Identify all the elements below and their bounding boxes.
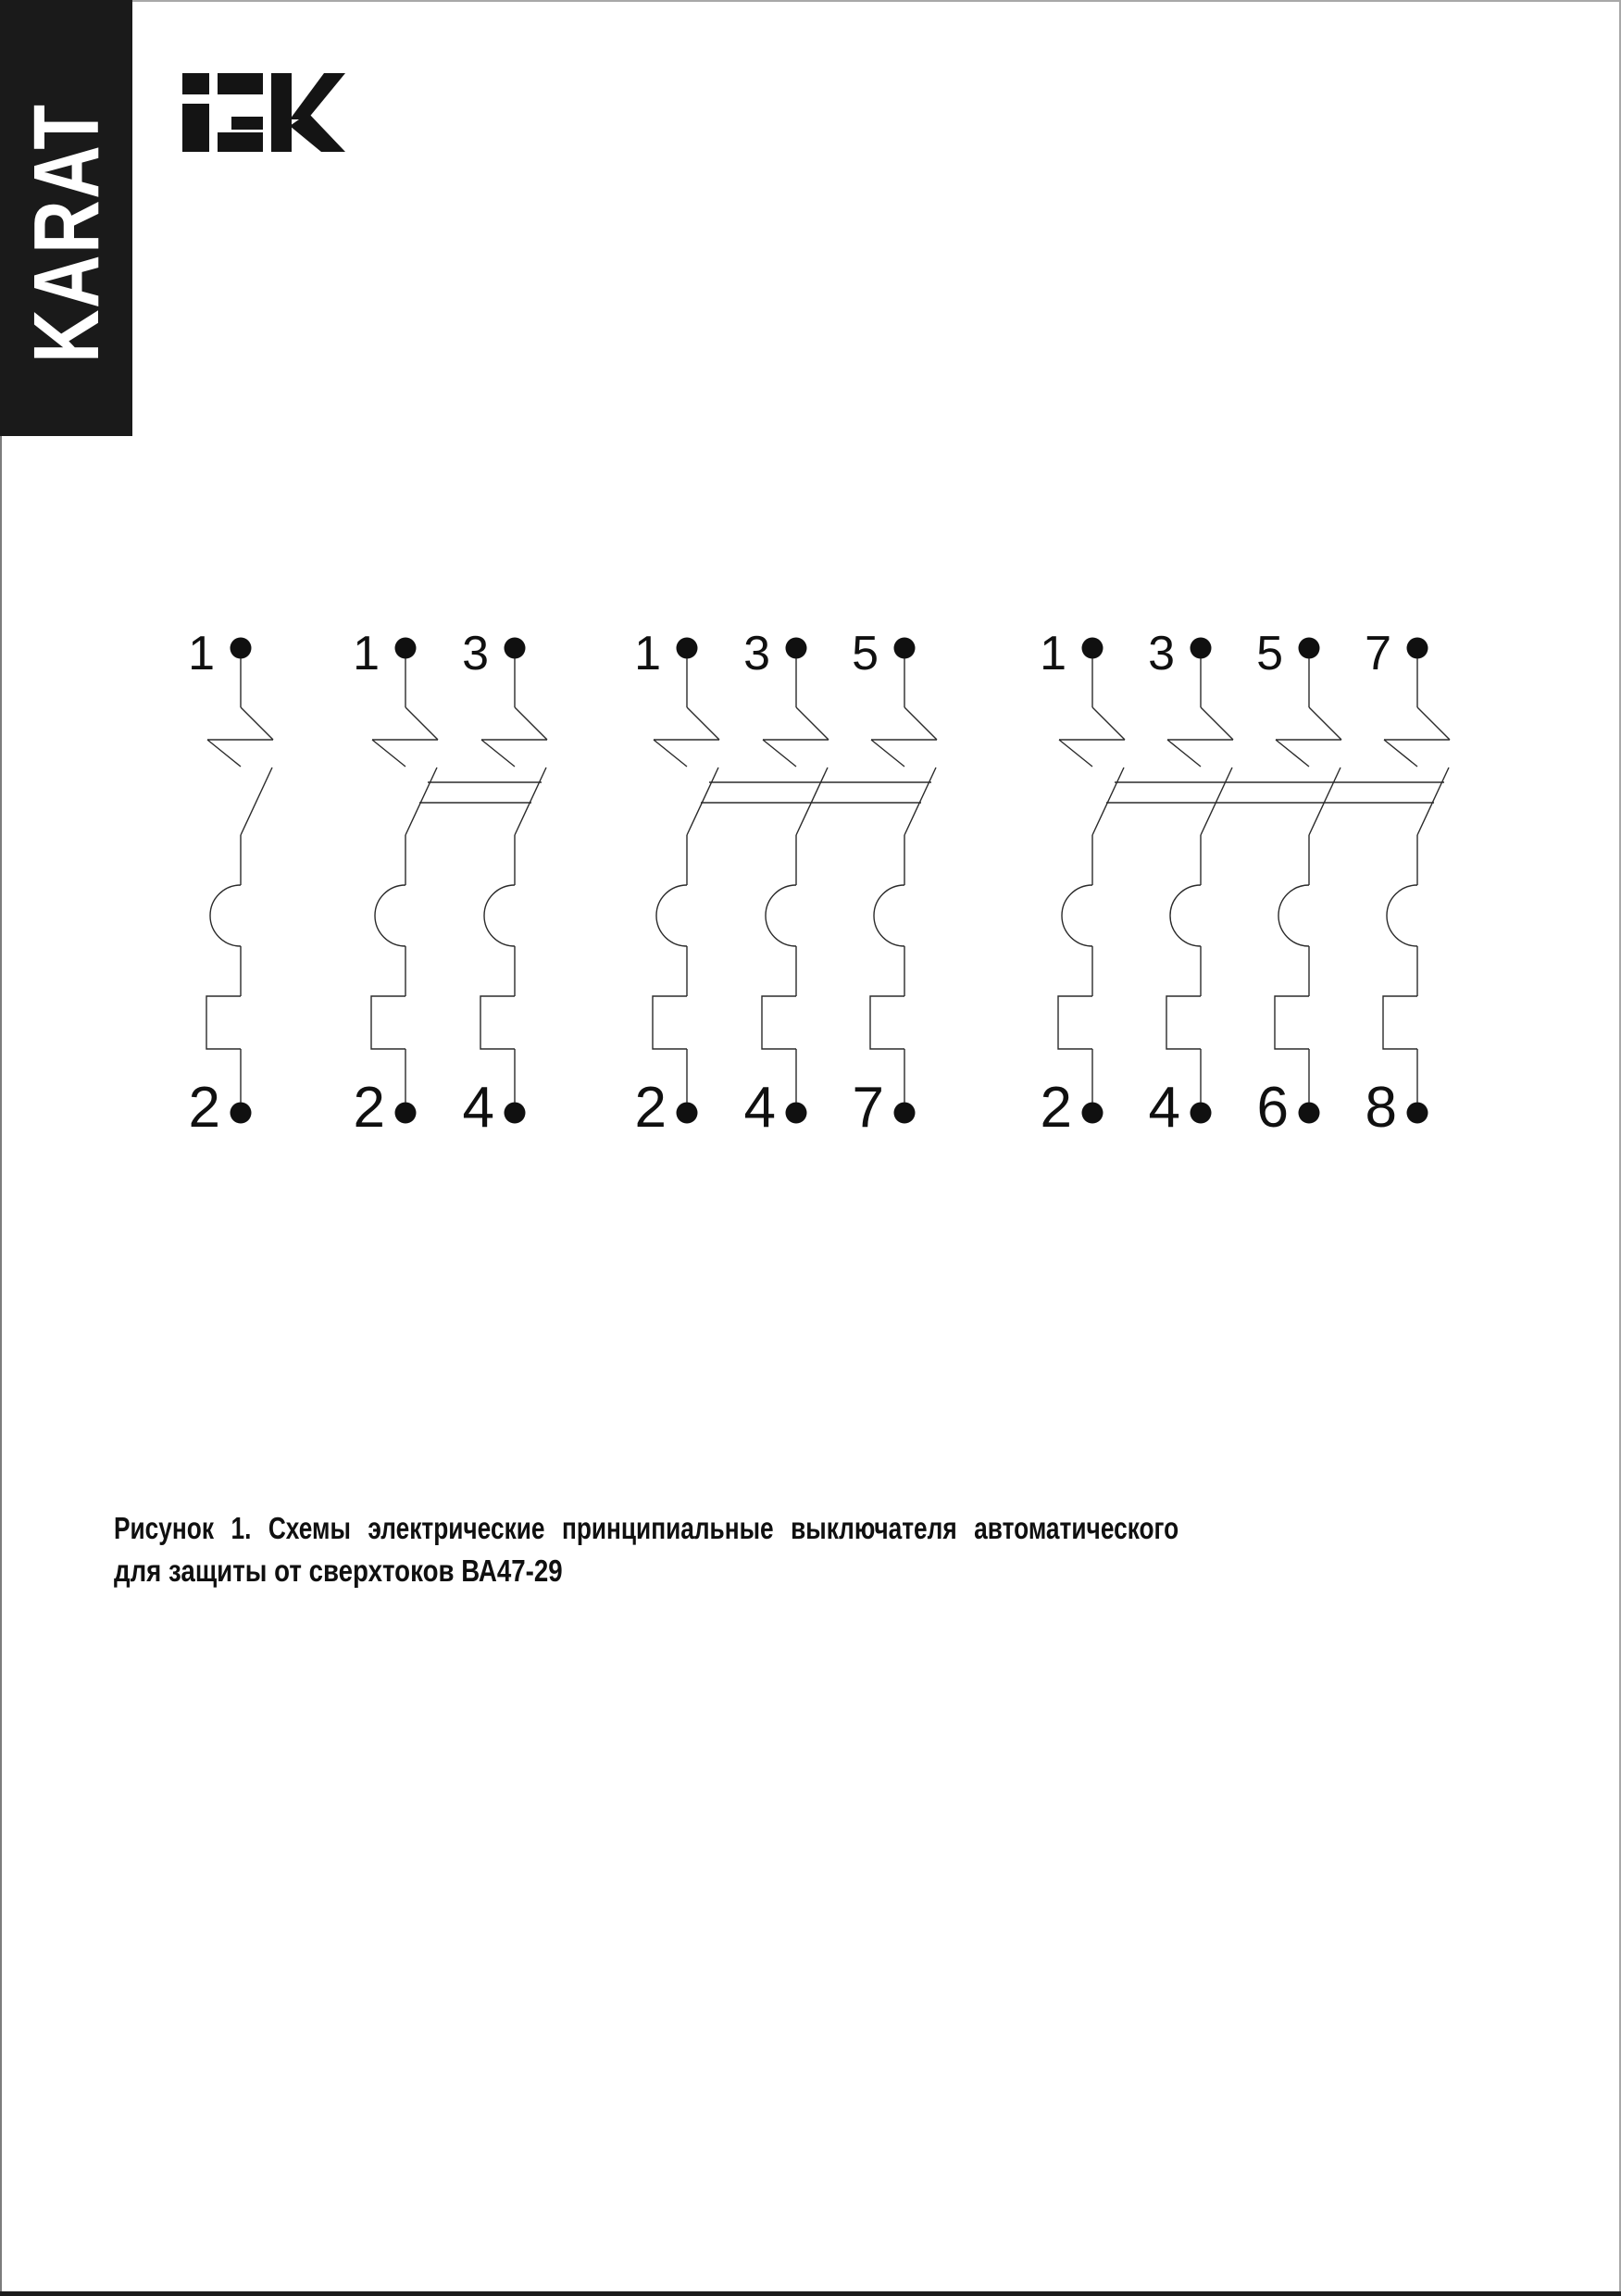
terminal-label-top: 1 bbox=[188, 627, 215, 680]
terminal-label-top: 1 bbox=[634, 627, 661, 680]
release-upper-diagonal bbox=[241, 707, 273, 740]
terminal-label-top: 5 bbox=[852, 627, 879, 680]
schematic-1-pole bbox=[188, 627, 273, 1140]
thermal-release-arc bbox=[656, 885, 687, 946]
release-lower-diagonal bbox=[871, 740, 904, 767]
contact-blade bbox=[1092, 767, 1124, 835]
pole-1-2 bbox=[634, 627, 719, 1140]
terminal-dot-bottom bbox=[231, 1103, 252, 1124]
release-lower-diagonal bbox=[1167, 740, 1201, 767]
trip-linkage bbox=[1106, 782, 1444, 803]
terminal-label-top: 3 bbox=[462, 627, 489, 680]
terminal-label-bottom: 4 bbox=[1148, 1076, 1180, 1140]
terminal-dot-bottom bbox=[1299, 1103, 1320, 1124]
terminal-label-bottom: 4 bbox=[462, 1076, 494, 1140]
release-upper-diagonal bbox=[1092, 707, 1125, 740]
terminal-dot-bottom bbox=[395, 1103, 417, 1124]
contact-blade bbox=[1201, 767, 1232, 835]
trip-linkage bbox=[419, 782, 542, 803]
banner-text: KARAT bbox=[15, 103, 118, 364]
magnetic-release-jog bbox=[206, 996, 241, 1049]
pole-7-8 bbox=[1365, 627, 1450, 1140]
pole-1-2 bbox=[1040, 627, 1125, 1140]
thermal-release-arc bbox=[1278, 885, 1309, 946]
contact-blade bbox=[1309, 767, 1340, 835]
release-upper-diagonal bbox=[405, 707, 438, 740]
terminal-label-bottom: 7 bbox=[852, 1076, 884, 1140]
contact-blade bbox=[904, 767, 936, 835]
terminal-dot-top bbox=[677, 638, 698, 659]
thermal-release-arc bbox=[874, 885, 904, 946]
release-lower-diagonal bbox=[763, 740, 796, 767]
release-upper-diagonal bbox=[1417, 707, 1450, 740]
terminal-label-top: 1 bbox=[1040, 627, 1066, 680]
release-lower-diagonal bbox=[1276, 740, 1309, 767]
pole-3-4 bbox=[462, 627, 547, 1140]
pole-3-4 bbox=[743, 627, 829, 1140]
pole-3-4 bbox=[1148, 627, 1233, 1140]
contact-blade bbox=[241, 767, 272, 835]
magnetic-release-jog bbox=[480, 996, 515, 1049]
terminal-label-bottom: 2 bbox=[1040, 1076, 1072, 1140]
release-upper-diagonal bbox=[796, 707, 829, 740]
terminal-label-top: 3 bbox=[743, 627, 770, 680]
release-lower-diagonal bbox=[481, 740, 515, 767]
thermal-release-arc bbox=[766, 885, 796, 946]
terminal-dot-top bbox=[505, 638, 526, 659]
schematic-4-pole bbox=[1040, 627, 1450, 1140]
magnetic-release-jog bbox=[371, 996, 405, 1049]
magnetic-release-jog bbox=[870, 996, 904, 1049]
terminal-dot-top bbox=[894, 638, 916, 659]
caption-line-2: для защиты от сверхтоков ВА47-29 bbox=[114, 1554, 563, 1588]
terminal-label-bottom: 6 bbox=[1256, 1076, 1289, 1140]
terminal-dot-top bbox=[1082, 638, 1104, 659]
terminal-label-bottom: 2 bbox=[188, 1076, 220, 1140]
terminal-label-top: 5 bbox=[1256, 627, 1283, 680]
release-upper-diagonal bbox=[1309, 707, 1341, 740]
terminal-dot-bottom bbox=[1407, 1103, 1428, 1124]
terminal-dot-bottom bbox=[677, 1103, 698, 1124]
terminal-dot-top bbox=[395, 638, 417, 659]
release-upper-diagonal bbox=[515, 707, 547, 740]
terminal-label-bottom: 2 bbox=[634, 1076, 667, 1140]
release-lower-diagonal bbox=[1384, 740, 1417, 767]
release-upper-diagonal bbox=[904, 707, 937, 740]
thermal-release-arc bbox=[375, 885, 405, 946]
terminal-label-bottom: 8 bbox=[1365, 1076, 1397, 1140]
contact-blade bbox=[796, 767, 828, 835]
terminal-label-bottom: 4 bbox=[743, 1076, 776, 1140]
magnetic-release-jog bbox=[1058, 996, 1092, 1049]
magnetic-release-jog bbox=[1166, 996, 1201, 1049]
pole-1-2 bbox=[188, 627, 273, 1140]
terminal-dot-top bbox=[231, 638, 252, 659]
terminal-label-top: 7 bbox=[1365, 627, 1391, 680]
schematic-2-pole bbox=[353, 627, 547, 1140]
figure-caption bbox=[114, 1507, 1188, 1592]
terminal-label-bottom: 2 bbox=[353, 1076, 385, 1140]
terminal-dot-top bbox=[1299, 638, 1320, 659]
thermal-release-arc bbox=[210, 885, 241, 946]
magnetic-release-jog bbox=[762, 996, 796, 1049]
thermal-release-arc bbox=[1170, 885, 1201, 946]
schematic-3-pole bbox=[634, 627, 937, 1140]
terminal-dot-top bbox=[1191, 638, 1212, 659]
release-upper-diagonal bbox=[1201, 707, 1233, 740]
terminal-dot-top bbox=[1407, 638, 1428, 659]
terminal-dot-bottom bbox=[786, 1103, 807, 1124]
pole-5-7 bbox=[852, 627, 937, 1140]
release-upper-diagonal bbox=[687, 707, 719, 740]
release-lower-diagonal bbox=[1059, 740, 1092, 767]
contact-blade bbox=[515, 767, 546, 835]
magnetic-release-jog bbox=[653, 996, 687, 1049]
contact-blade bbox=[405, 767, 437, 835]
contact-blade bbox=[1417, 767, 1449, 835]
thermal-release-arc bbox=[1387, 885, 1417, 946]
terminal-label-top: 3 bbox=[1148, 627, 1175, 680]
thermal-release-arc bbox=[1062, 885, 1092, 946]
contact-blade bbox=[687, 767, 718, 835]
terminal-dot-bottom bbox=[505, 1103, 526, 1124]
pole-5-6 bbox=[1256, 627, 1341, 1140]
terminal-dot-bottom bbox=[894, 1103, 916, 1124]
terminal-label-top: 1 bbox=[353, 627, 380, 680]
thermal-release-arc bbox=[484, 885, 515, 946]
release-lower-diagonal bbox=[207, 740, 241, 767]
pole-1-2 bbox=[353, 627, 438, 1140]
caption-line-1: Рисунок 1. Схемы электрические принципиальные выключателя автоматического bbox=[114, 1511, 1179, 1545]
magnetic-release-jog bbox=[1275, 996, 1309, 1049]
terminal-dot-bottom bbox=[1082, 1103, 1104, 1124]
release-lower-diagonal bbox=[654, 740, 687, 767]
terminal-dot-bottom bbox=[1191, 1103, 1212, 1124]
terminal-dot-top bbox=[786, 638, 807, 659]
magnetic-release-jog bbox=[1383, 996, 1417, 1049]
release-lower-diagonal bbox=[372, 740, 405, 767]
